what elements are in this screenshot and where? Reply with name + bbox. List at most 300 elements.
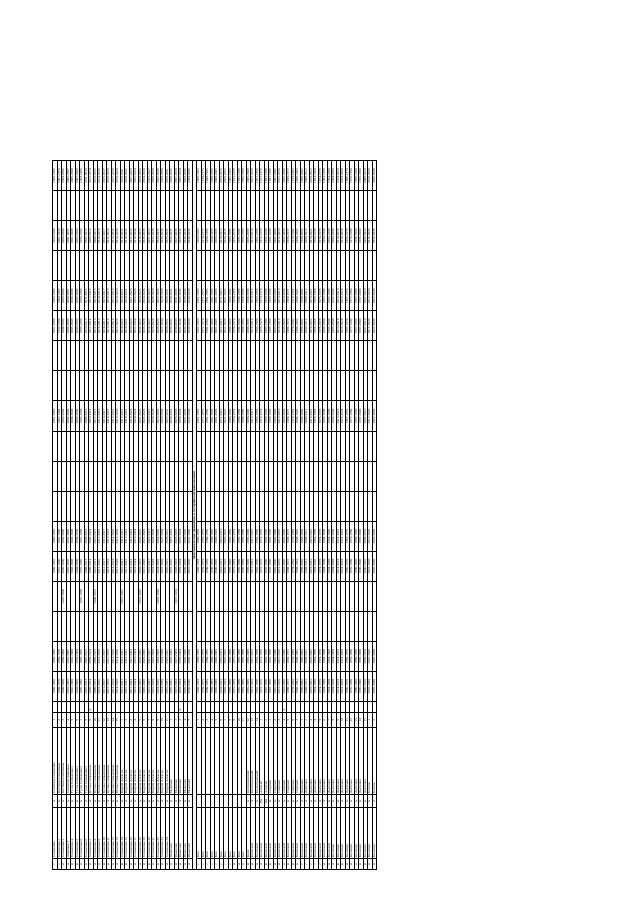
table-cell: 2009-2014 bbox=[89, 521, 94, 551]
table-cell: Гусев Семьянович bbox=[80, 727, 85, 794]
table-cell: 1973-1976 bbox=[260, 311, 265, 341]
table-cell: 2002-2008 bbox=[71, 221, 76, 251]
table-cell: 2025-2030 bbox=[161, 521, 166, 551]
table-cell: 2000-2005 bbox=[215, 641, 220, 671]
table-cell: 1980-1985 bbox=[206, 641, 211, 671]
table-cell: 1986-1990 bbox=[354, 551, 359, 581]
table-cell: 2002-2006 bbox=[273, 641, 278, 671]
table-cell: м bbox=[345, 859, 350, 870]
table-cell: 1976-1980 bbox=[350, 551, 355, 581]
table-cell: Бадров Алексич bbox=[156, 727, 161, 794]
table-cell: 2034-2036 bbox=[188, 281, 193, 311]
table-cell: 1983-1986 bbox=[264, 311, 269, 341]
table-cell: м bbox=[278, 859, 283, 870]
table-cell: 2028-2034 bbox=[179, 641, 184, 671]
table-cell: Киевский bbox=[318, 807, 323, 858]
table-cell: 1990-1995 bbox=[210, 641, 215, 671]
table-cell: 1974-1978 bbox=[318, 671, 323, 701]
table-cell: 2013-2016 bbox=[278, 311, 283, 341]
table-cell: м bbox=[75, 794, 80, 807]
table-cell: 1966-1969 bbox=[228, 311, 233, 341]
table-cell: м bbox=[354, 859, 359, 870]
table-cell: 2009-2012 bbox=[305, 401, 310, 431]
table-cell: м bbox=[332, 859, 337, 870]
table-cell: 1968-1972 bbox=[287, 221, 292, 251]
table-cell: 15 bbox=[363, 712, 368, 727]
table-cell: м bbox=[165, 859, 170, 870]
table-cell: м bbox=[287, 859, 292, 870]
table-cell: м bbox=[102, 794, 107, 807]
table-cell: м bbox=[296, 859, 301, 870]
table-cell: 2027-2032 bbox=[170, 551, 175, 581]
table-cell: 2018-2022 bbox=[309, 521, 314, 551]
table-cell: 1985-1989 bbox=[237, 551, 242, 581]
table-cell: 1998-2002 bbox=[300, 221, 305, 251]
table-cell: 2022-2028 bbox=[152, 221, 157, 251]
table-cell: Дьяченко bbox=[327, 727, 332, 794]
table-cell: 2015-2018 bbox=[336, 311, 341, 341]
table-cell: 2027-2033 bbox=[174, 221, 179, 251]
table-cell: Киевский bbox=[251, 807, 256, 858]
table-cell: 1968-1972 bbox=[287, 671, 292, 701]
registry-table bbox=[52, 160, 377, 870]
table-cell bbox=[372, 611, 377, 641]
table-cell: 1968-1972 bbox=[287, 641, 292, 671]
table-cell: 2 bbox=[201, 712, 206, 727]
table-cell: 1974-1978 bbox=[318, 641, 323, 671]
table-cell: 2009-2012 bbox=[305, 281, 310, 311]
table-cell: 1982-1986 bbox=[264, 161, 269, 191]
table-cell: м bbox=[300, 794, 305, 807]
table-cell: м bbox=[165, 794, 170, 807]
table-cell: м bbox=[246, 859, 251, 870]
table-cell: 13 bbox=[354, 712, 359, 727]
table-cell: м bbox=[255, 794, 260, 807]
table-cell: 12 bbox=[246, 712, 251, 727]
table-cell: 2008-2014 bbox=[89, 641, 94, 671]
table-cell: 2009-2014 bbox=[89, 551, 94, 581]
table-cell: 6 bbox=[323, 712, 328, 727]
table-cell: 2016-2020 bbox=[368, 671, 373, 701]
table-cell: 1985-1989 bbox=[237, 671, 242, 701]
table-cell: 5 bbox=[215, 712, 220, 727]
table-cell: 2021-2027 bbox=[147, 671, 152, 701]
table-cell: м bbox=[156, 859, 161, 870]
table-cell: 1987-1990 bbox=[354, 401, 359, 431]
table-cell: 1984-1988 bbox=[323, 671, 328, 701]
table-cell: 1978-1982 bbox=[291, 671, 296, 701]
table-cell: Кив bbox=[224, 807, 229, 858]
table-cell: 2003-2006 bbox=[273, 401, 278, 431]
table-cell: 2025-2029 bbox=[156, 401, 161, 431]
table-cell: 2018-2022 bbox=[309, 161, 314, 191]
table-cell: 2028-2032 bbox=[170, 401, 175, 431]
table-cell: м bbox=[246, 794, 251, 807]
table-cell: 2007-2009 bbox=[75, 161, 80, 191]
table-cell: 1978-1982 bbox=[291, 641, 296, 671]
table-cell: 3 bbox=[62, 712, 67, 727]
table-cell: м bbox=[255, 859, 260, 870]
table-cell: м bbox=[147, 859, 152, 870]
table-cell: 2014-2018 bbox=[336, 161, 341, 191]
table-cell: 2010-2015 bbox=[219, 521, 224, 551]
table-cell: м bbox=[264, 859, 269, 870]
table-cell: 11 bbox=[98, 712, 103, 727]
table-cell: 2012-2018 bbox=[107, 671, 112, 701]
table-cell bbox=[372, 431, 377, 461]
table-cell: 2002-2006 bbox=[62, 551, 67, 581]
table-cell: 2009-2015 bbox=[93, 221, 98, 251]
table-cell: 2020-2023 bbox=[129, 311, 134, 341]
table-cell: Озерный bbox=[282, 727, 287, 794]
table-cell: 1 bbox=[53, 712, 58, 727]
table-cell: 2029-2033 bbox=[174, 401, 179, 431]
table-cell: Пьяненко bbox=[174, 727, 179, 794]
table-cell: 1980-1985 bbox=[206, 671, 211, 701]
table-cell: с bbox=[215, 859, 220, 870]
table-cell: Бадров Алексич bbox=[138, 727, 143, 794]
table-cell: 2021-2025 bbox=[224, 311, 229, 341]
table-cell: 6 bbox=[143, 712, 148, 727]
table-cell: 2008-2012 bbox=[305, 521, 310, 551]
table-cell: 2028-2033 bbox=[174, 521, 179, 551]
table-cell: 2009-2015 bbox=[93, 641, 98, 671]
table-cell: Бадров Алексич bbox=[120, 727, 125, 794]
table-cell: 2025-2027 bbox=[147, 161, 152, 191]
table-cell: 1970-1975 bbox=[201, 671, 206, 701]
table-cell: м bbox=[125, 794, 130, 807]
table-cell: 1994-1998 bbox=[327, 671, 332, 701]
table-cell: 2004-2008 bbox=[71, 401, 76, 431]
table-cell: 2019-2025 bbox=[138, 221, 143, 251]
table-cell bbox=[372, 191, 377, 221]
table-cell: 2023-2026 bbox=[143, 311, 148, 341]
table-cell: 1965-1969 bbox=[228, 551, 233, 581]
table-cell: Киевский bbox=[260, 807, 265, 858]
table-cell: 2014-2018 bbox=[336, 521, 341, 551]
table-cell: А bbox=[282, 701, 287, 712]
table-cell: с bbox=[224, 859, 229, 870]
table-cell: 2030-2036 bbox=[188, 641, 193, 671]
table-cell: Пьяненко bbox=[174, 807, 179, 858]
table-cell: 2010-2015 bbox=[219, 551, 224, 581]
table-cell: 2003-2006 bbox=[66, 311, 71, 341]
table-cell: 2009-2015 bbox=[93, 581, 98, 611]
table-cell: 1996-1999 bbox=[242, 311, 247, 341]
table-cell: 2015-2021 bbox=[120, 221, 125, 251]
table-cell bbox=[372, 371, 377, 401]
table-cell: м bbox=[174, 794, 179, 807]
table-cell: 1968-1972 bbox=[287, 161, 292, 191]
table-cell: м bbox=[368, 794, 373, 807]
table-cell: 2027-2033 bbox=[174, 641, 179, 671]
table-cell: 2006-2009 bbox=[75, 311, 80, 341]
table-cell: Киевский bbox=[282, 807, 287, 858]
table-cell: 2032-2035 bbox=[183, 311, 188, 341]
table-cell: м bbox=[75, 859, 80, 870]
table-cell: 2018-2020 bbox=[116, 161, 121, 191]
table-cell: 2007-2010 bbox=[363, 401, 368, 431]
table-cell: 2008-2014 bbox=[89, 221, 94, 251]
table-cell: 2012-2017 bbox=[102, 521, 107, 551]
table-cell: 1996-1999 bbox=[242, 401, 247, 431]
table-cell: с bbox=[300, 859, 305, 870]
table-cell: м bbox=[161, 859, 166, 870]
table-cell: Бусева Семьяновна bbox=[102, 727, 107, 794]
table-cell: 2024-2026 bbox=[143, 161, 148, 191]
table-cell: 1975-1979 bbox=[233, 221, 238, 251]
table-cell: 2004-2008 bbox=[332, 551, 337, 581]
table-cell: м bbox=[120, 859, 125, 870]
table-cell: 1995-1998 bbox=[327, 311, 332, 341]
table-cell: Киевский bbox=[300, 807, 305, 858]
table-cell: Семьянова 12 bbox=[111, 807, 116, 858]
table-cell: м bbox=[327, 794, 332, 807]
table-cell: 1994-1998 bbox=[327, 641, 332, 671]
table-cell: 2012-2016 bbox=[278, 521, 283, 551]
table-cell: Пьяненко bbox=[179, 807, 184, 858]
table-cell: Бадров Алексич bbox=[125, 727, 130, 794]
table-cell: 1995-1998 bbox=[327, 401, 332, 431]
table-cell: 2019-2022 bbox=[125, 311, 130, 341]
table-cell: 2015-2020 bbox=[116, 521, 121, 551]
table-cell: 1997-2000 bbox=[359, 281, 364, 311]
table-cell: м bbox=[188, 794, 193, 807]
table-cell: 2012-2016 bbox=[278, 671, 283, 701]
table-cell: с bbox=[219, 859, 224, 870]
table-cell: 2003-2006 bbox=[273, 281, 278, 311]
table-cell: м bbox=[170, 859, 175, 870]
table-cell: 5 bbox=[138, 712, 143, 727]
table-cell: м bbox=[71, 794, 76, 807]
table-cell: 2021-2024 bbox=[134, 311, 139, 341]
table-cell: Колчиньовский bbox=[251, 727, 256, 794]
table-cell: 2029-2035 bbox=[183, 641, 188, 671]
table-cell: 1982-1986 bbox=[264, 551, 269, 581]
table-cell: 1994-1996 bbox=[80, 281, 85, 311]
table-cell: м bbox=[183, 859, 188, 870]
table-cell: м bbox=[332, 794, 337, 807]
table-cell: 2002-2006 bbox=[273, 221, 278, 251]
table-cell: 2018-2023 bbox=[129, 521, 134, 551]
table-cell bbox=[372, 491, 377, 521]
table-cell: 2000-2006 bbox=[62, 221, 67, 251]
table-cell: 1990-1996 bbox=[80, 671, 85, 701]
table-cell: Дьяченко bbox=[300, 727, 305, 794]
table-cell: 1965-1969 bbox=[228, 671, 233, 701]
table-cell: 2030-2032 bbox=[170, 161, 175, 191]
table-cell: 1988-1992 bbox=[296, 521, 301, 551]
table-cell: 7 bbox=[147, 712, 152, 727]
table-cell: 1960-1970 bbox=[57, 671, 62, 701]
table-cell: 2024-2028 bbox=[341, 671, 346, 701]
table-cell: м bbox=[188, 859, 193, 870]
table-cell: 1962-1966 bbox=[255, 161, 260, 191]
table-cell: Кив bbox=[201, 807, 206, 858]
table-cell: 2021-2023 bbox=[129, 161, 134, 191]
table-cell: 1962-1966 bbox=[255, 551, 260, 581]
table-cell: 1965-1969 bbox=[228, 221, 233, 251]
table-cell: 2000-2006 bbox=[62, 641, 67, 671]
table-cell: Озерный bbox=[269, 727, 274, 794]
table-cell: Семьянова 20 bbox=[147, 807, 152, 858]
table-cell: 1960-1969 bbox=[53, 221, 58, 251]
table-cell: м bbox=[242, 859, 247, 870]
table-cell: 2026-2031 bbox=[165, 551, 170, 581]
table-cell: 2023-2029 bbox=[156, 581, 161, 611]
table-cell: 1990-1995 bbox=[210, 671, 215, 701]
table-cell: Семьянова 6 bbox=[80, 807, 85, 858]
table-cell: 2023-2026 bbox=[282, 401, 287, 431]
table-cell: Гусев Семьянович bbox=[71, 727, 76, 794]
table-cell: Кильберг bbox=[372, 807, 377, 858]
table-cell: Киевский bbox=[327, 807, 332, 858]
table-cell: 2008-2012 bbox=[305, 551, 310, 581]
table-cell: 2005-2009 bbox=[246, 641, 251, 671]
table-cell: 2018-2023 bbox=[129, 551, 134, 581]
table-cell: Киевский bbox=[314, 807, 319, 858]
table-cell: 2 bbox=[174, 712, 179, 727]
table-cell: Пьяненко bbox=[170, 727, 175, 794]
table-cell: 1983-1986 bbox=[264, 401, 269, 431]
table-cell: 2012-2018 bbox=[107, 641, 112, 671]
table-cell: 2030-2033 bbox=[174, 311, 179, 341]
table-cell: 2011-2016 bbox=[98, 521, 103, 551]
table-cell: 2007-2010 bbox=[363, 311, 368, 341]
table-cell: 2001-2005 bbox=[215, 311, 220, 341]
table-cell: 2015-2019 bbox=[251, 521, 256, 551]
table-cell: 1960-1969 bbox=[53, 671, 58, 701]
table-cell: РД bbox=[264, 794, 269, 807]
table-cell: 1985-1989 bbox=[237, 521, 242, 551]
table-cell: 1991-1996 bbox=[80, 581, 85, 611]
table-cell: 2016-2019 bbox=[251, 401, 256, 431]
table-cell: 2032-2034 bbox=[179, 281, 184, 311]
table-cell: 2011-2015 bbox=[219, 401, 224, 431]
table-cell: 1972-1976 bbox=[260, 551, 265, 581]
table-cell: 2003-2009 bbox=[75, 641, 80, 671]
table-cell: 2016-2022 bbox=[125, 671, 130, 701]
table-cell: 2013-2019 bbox=[111, 641, 116, 671]
table-cell: 1974-1978 bbox=[318, 521, 323, 551]
table-cell: 2031-2033 bbox=[174, 281, 179, 311]
table-cell: 1970-1975 bbox=[201, 551, 206, 581]
table-cell: 1986-1990 bbox=[354, 671, 359, 701]
table-cell: 2010-2014 bbox=[89, 401, 94, 431]
table-cell: 2013-2017 bbox=[102, 401, 107, 431]
table-cell bbox=[372, 341, 377, 371]
table-cell: 2004-2009 bbox=[75, 551, 80, 581]
table-cell: м bbox=[143, 859, 148, 870]
table-cell: 2001-2006 bbox=[62, 581, 67, 611]
table-cell: 2021-2025 bbox=[224, 401, 229, 431]
table-cell: 2019-2022 bbox=[309, 311, 314, 341]
table-cell: 2024-2028 bbox=[341, 551, 346, 581]
table-cell: 2010-2013 bbox=[84, 311, 89, 341]
table-cell: 2024-2028 bbox=[152, 401, 157, 431]
table-cell: 1 bbox=[300, 712, 305, 727]
table-cell: 1965-1969 bbox=[228, 161, 233, 191]
table-cell: 2027-2031 bbox=[165, 401, 170, 431]
table-cell: 2010-2015 bbox=[93, 551, 98, 581]
table-cell: 2019-2021 bbox=[120, 281, 125, 311]
table-cell: 2025-2027 bbox=[147, 281, 152, 311]
table-cell: Бусева Семьяновна bbox=[116, 727, 121, 794]
table-cell: 1982-1986 bbox=[264, 221, 269, 251]
table-cell: 1972-1976 bbox=[260, 161, 265, 191]
table-cell: 2 bbox=[264, 712, 269, 727]
table-cell bbox=[372, 701, 377, 712]
table-cell: м bbox=[138, 794, 143, 807]
table-cell: м bbox=[273, 859, 278, 870]
table-cell: 1996-1999 bbox=[242, 281, 247, 311]
table-cell: 2033-2036 bbox=[188, 311, 193, 341]
table-cell: Семьянова 2 bbox=[62, 807, 67, 858]
table-cell: Кильберг bbox=[359, 807, 364, 858]
table-cell: 2019-2025 bbox=[138, 581, 143, 611]
table-cell: 1979-1982 bbox=[291, 401, 296, 431]
table-cell: Семьянова 4 bbox=[71, 807, 76, 858]
table-cell: м bbox=[314, 794, 319, 807]
table-cell: м bbox=[341, 794, 346, 807]
table-cell: Кильберг bbox=[350, 807, 355, 858]
table-cell: м bbox=[129, 794, 134, 807]
table-cell: м bbox=[287, 794, 292, 807]
table-cell: 2005-2009 bbox=[246, 221, 251, 251]
table-cell: 2013-2018 bbox=[107, 521, 112, 551]
table-cell: 1980-1985 bbox=[206, 521, 211, 551]
table-cell: 1968-1972 bbox=[287, 551, 292, 581]
table-cell: 1974-1978 bbox=[318, 161, 323, 191]
table-cell: 2007-2013 bbox=[84, 641, 89, 671]
table-cell: м bbox=[107, 794, 112, 807]
table-cell: 1961-1966 bbox=[57, 551, 62, 581]
table-cell: 2015-2019 bbox=[111, 401, 116, 431]
table-cell: 2017-2022 bbox=[125, 521, 130, 551]
table-cell: Колчиньовский bbox=[246, 727, 251, 794]
table-cell: 2006-2009 bbox=[246, 311, 251, 341]
table-cell: 1978-1982 bbox=[291, 161, 296, 191]
table-cell: 2015-2018 bbox=[336, 401, 341, 431]
table-cell: 2023-2025 bbox=[138, 161, 143, 191]
table-cell: м bbox=[291, 859, 296, 870]
table-cell: м bbox=[237, 859, 242, 870]
table-cell: 2004-2008 bbox=[332, 221, 337, 251]
table-cell: 4 bbox=[66, 712, 71, 727]
table-cell: Дьяченко bbox=[345, 727, 350, 794]
table-cell: 2030-2036 bbox=[188, 671, 193, 701]
table-cell: 2003-2008 bbox=[71, 551, 76, 581]
table-cell: 2024-2027 bbox=[147, 311, 152, 341]
table-cell: м bbox=[116, 794, 121, 807]
table-cell: 2011-2015 bbox=[93, 401, 98, 431]
table-cell: 2006-2010 bbox=[363, 641, 368, 671]
table-cell: 1994-1998 bbox=[327, 521, 332, 551]
table-cell: 2016-2018 bbox=[107, 161, 112, 191]
table-cell: 5 bbox=[71, 712, 76, 727]
table-cell: 8 bbox=[332, 712, 337, 727]
table-cell: 2010-2015 bbox=[219, 641, 224, 671]
table-cell: 14 bbox=[255, 712, 260, 727]
table-cell: 1991-1995 bbox=[210, 311, 215, 341]
table-cell: м bbox=[183, 794, 188, 807]
table-cell: 1988-1992 bbox=[296, 641, 301, 671]
table-cell: 2001-2005 bbox=[66, 551, 71, 581]
table-cell: Озерный bbox=[296, 727, 301, 794]
table-cell: 2025-2028 bbox=[341, 281, 346, 311]
table-cell: м bbox=[296, 794, 301, 807]
table-cell: 2006-2010 bbox=[363, 161, 368, 191]
